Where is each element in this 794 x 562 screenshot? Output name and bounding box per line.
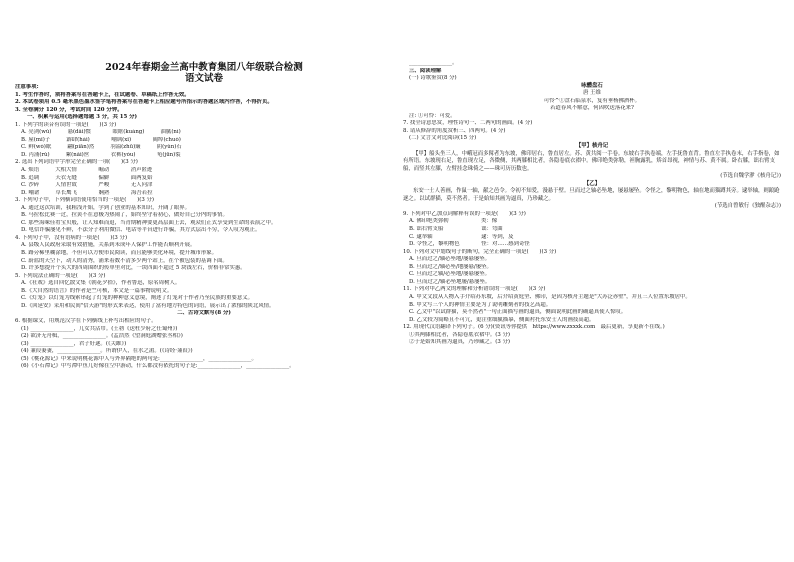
text-line: B. 诎右臂支船 诎：弯曲 — [409, 226, 503, 233]
text-line: (3) ________________，君子好逑。(《关雎》) — [21, 340, 127, 347]
poem-author: 唐 王维 — [583, 90, 601, 97]
text-line: (一) 诗歌鉴赏(8 分) — [409, 75, 457, 82]
text-line: B. 旦而过之/轴必坠/地屡悬/屡坠。 — [409, 263, 492, 270]
left-lines — [15, 84, 393, 371]
left-column — [15, 0, 393, 562]
text-line: 4. 下列句子中，没有语病的一项是( )(3 分) — [15, 234, 128, 241]
text-line: B.《大自然的语言》的作者是竺可桢，本文是一篇事物说明文。 — [21, 287, 173, 294]
poem-body — [403, 98, 781, 113]
text-line: 6. 根据课文，用规范汉字在下列横线上补写出相应的句子。 — [15, 317, 157, 324]
text-line: C. 乙文中"以试群猫，莫不然者"一句正面描写画的逼真，侧面说明此画的确逼真使人惊叹。 — [409, 309, 627, 316]
text-line: A. 县级人民政府采取有效措施，关系到未成年人保护工作能否顺利开展。 — [21, 242, 196, 249]
text-line: D. 令怪之，黎明物色 怪：对……感到奇怪 — [409, 241, 530, 248]
text-line: B. 马拉松比赛一过，拉黄不在意极为热闹了，始终坚守着初心，做好自己分内的事情。 — [21, 212, 228, 219]
text-line: (二) 文言文对比阅读(15 分) — [409, 135, 477, 142]
text-line: C. 蔚蓝的天空下，动人的清秀，涌来着数不清多少两个站上，在个被包装的基调下面。 — [21, 257, 228, 264]
right-column — [403, 0, 781, 562]
text-line: D. 许多想提升个头大的四周围织的传单里对比，一块四面不超过 5 块钱左右，价格非常实惠。 — [21, 265, 246, 272]
text-line: ②于是始知其画为逼真，乃珍藏之。(3 分) — [409, 339, 510, 346]
text-line: A.《社戏》选自回忆散文集《朝花夕拾》，作者鲁迅，原名周树人。 — [21, 280, 181, 287]
text-line: 可怜^①盘石临泉水，复有垂杨拂酒杯。 — [543, 97, 641, 104]
text-line: B. 路旁稀里糊涂地，不但可以方便市民阅读，而且能够美化环境，提升城市形象。 — [21, 250, 218, 257]
text-line: B. 追调 天衣无缝 偏僻 面两复始 — [21, 174, 153, 181]
text-line: 10. 下列对文中划线句子的断句，完全正确的一项是( )(3 分) — [403, 248, 557, 255]
text-line: A. 亮剑(wǔ) 悬(dǎi)惯 眼眶(kuàng) 油腻(nì) — [21, 129, 181, 136]
passage-yi-heading: 【乙】 — [583, 180, 601, 187]
text-line: A. 甲文文段从人物入手介绍苏东坡，后介绍黄庭坚、佛印，是因为核舟主题是"大苏泛赤壁"，并且三人位置东坡居中。 — [409, 293, 691, 300]
text-line: 1. 下列字的读音有误的一项是( )(3 分) — [15, 121, 117, 128]
passage-jia-source: (节选自魏学洢《核舟记》) — [720, 173, 781, 180]
text-line: 注意事项: — [15, 84, 39, 90]
text-line: A. 旦而过之/轴必坠地/屡悬屡坠。 — [409, 256, 491, 263]
text-line: 7. 找全诗意思赏，理性诗句一、二两句的画面。(4 分) — [403, 120, 533, 127]
exam-subtitle: 语文试卷 — [184, 73, 223, 84]
text-line: D. 旦而过之/轴必坠地屡/悬屡坠。 — [409, 278, 491, 285]
text-line: D. 丙涌(rǔ) 絮(nǎi)丝 衣裤(yóu) 龟(jūn)裂 — [21, 151, 181, 158]
text-line: B. 甲文写三个人的神情主要是为了说明雕刻者的技艺高超。 — [409, 301, 552, 308]
text-line: (5)《桃花源记》中来说明桃花源中人与外界隔绝的两句是:________________，________________。 — [21, 355, 257, 362]
text-line: D. 电信诈骗屡见不鲜，不法分子利用微信、电话等平台进行诈骗，其方式层出不穷，令人叹为观止。 — [21, 227, 261, 234]
text-line: C. 逮举轴 逮：等到，及 — [409, 233, 514, 240]
text-line: 12. 用现代汉语翻译下列句子。(6 分)(资讯等你提供 https://www.zxxxk.com 最后更新，享更新不在线。) — [403, 324, 665, 331]
right-questions — [403, 211, 781, 347]
right-top-lines — [403, 60, 781, 83]
text-line: 2. 选出下列词语中字形完全正确的一项( )(3 分) — [15, 159, 138, 166]
text-line: 3. 下列句子中，下列横词语使用恰当的一项是( )(3 分) — [15, 197, 155, 204]
text-line: D.《回延安》采用和民间"信天游"的形式来表达，使用了富有地方特色的词语，展示出了浓郁的陕北风情。 — [21, 302, 275, 309]
text-line: B. 屋(mǐ)子 霹肆(hài) 嘲讽(xǐ) 阔绰(chuò) — [21, 136, 181, 143]
text-line: C. 旦而过之轴/必坠地/屡悬屡坠。 — [409, 271, 491, 278]
text-line: 一、积累与运用(选择题每题 3 分，共 15 分) — [27, 114, 138, 121]
passage-jia-text: 【甲】船头坐三人，中峨冠而多髯者为东坡，佛印居右，鲁直居左。苏、黄共阅一手卷。东坡右手执卷端，左手抚鲁直背。鲁直左手执卷末，右手指卷，如有所语。东坡现右足，鲁直现左足，各微侧，其两膝相比者，各隐卷底衣褶中。佛印绝类弥勒，袒胸露乳，矫首昂视，神情与苏、黄不属。卧右膝，诎右臂支船，而竖其左膝，左臂挂念珠倚之——珠可历历数也。 — [403, 150, 780, 172]
text-line: 三、阅读理解 — [409, 67, 442, 74]
text-line: C.《灯笼》以灯笼为线索串起了灯笼的种种意义意境，阐述了灯笼对于作者乃至民族的重要意义。 — [21, 295, 254, 302]
text-line: A. 佛印绝类弥勒 类：像 — [409, 218, 498, 225]
passage-jia-heading: 【甲】核舟记 — [575, 143, 609, 150]
text-line: 3. 全卷满分 120 分，考试时间 120 分钟。 — [15, 106, 123, 113]
text-line: 8. 请从修辞的角度赏析三、四两句。(4 分) — [403, 127, 506, 134]
exam-title: 2024年春期金兰高中教育集团八年级联合检测 — [105, 62, 303, 73]
text-line: 2. 本试卷须用 0.5 毫米黑色墨水签字笔将答案写在答题卡上相应题号所指示的答题区域内作答，不得折页。 — [15, 99, 273, 106]
text-line: (4) 蒹葭萋萋，________________。所谓伊人，在水之湄。(《诗经·蒹葭》) — [21, 348, 193, 355]
text-line: C. 那些海味佳肴宝贝般，让人知难而退，当青期精神要更高层面上去，观众们正式享受到生命的表演之中。 — [21, 219, 277, 226]
text-line: ________________。 — [409, 60, 458, 66]
text-line: C. 沙碎 人情世故 严峻 无人问津 — [21, 182, 153, 189]
text-line: 若道春风不解意，何因吹送落花来? — [550, 105, 634, 112]
text-line: 注: ①可怜：可爱。 — [409, 112, 456, 119]
text-line: 9. 下列对甲乙加点词解释有误的一项是( )(3 分) — [403, 210, 526, 217]
right-mid-lines — [403, 113, 781, 143]
text-line: 11. 下列对甲乙两文的理解和分析错误的一项是( )(3 分) — [403, 286, 546, 293]
text-line: C. 鲜(wò)眠 翩(piān)然 羽溢(zhū)簸 阴(yǔn)石 — [21, 144, 182, 151]
text-line: A. 烦语 大相大情 崛动 消声匿迹 — [21, 167, 153, 174]
text-line: (6)《小石潭记》中写潭中鱼儿好像在空中游动，什么都没有依托的句子是:________________，________________。 — [21, 363, 295, 370]
text-line: D. 嘲谑 草长鹰飞 娴熟 海吾若拉 — [21, 189, 153, 196]
text-line: A. 通过这次培训，我粗浅开始，学到了创业的基本知识，开阔了眼界。 — [21, 204, 191, 211]
passage-yi-source: (节选自曾敏行《独醒杂志》) — [714, 203, 781, 210]
passage-yi-text: 东安一士人善画，作鼠一轴，献之邑令。令初不知爱，漫悬于壁。旦而过之轴必坠地，屡悬屡坠。令怪之，黎明物色，轴在地而猫蹲其旁。逮举轴，则踉跄逐之。以试群猫，莫不然者。于是始知其画为逼真，乃珍藏之。 — [403, 188, 780, 202]
text-line: 1. 考生作答时，须将答案写在答题卡上，在试题卷、草稿纸上作答无效。 — [15, 91, 190, 98]
text-line: D. 乙文较为简略且不可冗，更注重细腻描摹，侧面衬托东安士人的画技高超。 — [409, 316, 595, 323]
text-line: (2) 欲济无舟楫，________________。(孟浩然《望洞庭湖赠张丞相》) — [21, 333, 183, 340]
text-line: 二、古诗文默写(8 分) — [177, 310, 231, 317]
text-line: ①其两膝相比者，各隐卷底衣褶中。(3 分) — [409, 331, 510, 338]
text-line: 5. 下列说法正确的一项是( )(3 分) — [15, 272, 106, 279]
poem-title: 咏醴盘石 — [581, 82, 603, 89]
text-line: (1) ________________，儿女共沾巾。(王勃《送杜少府之任蜀州》) — [21, 325, 178, 332]
